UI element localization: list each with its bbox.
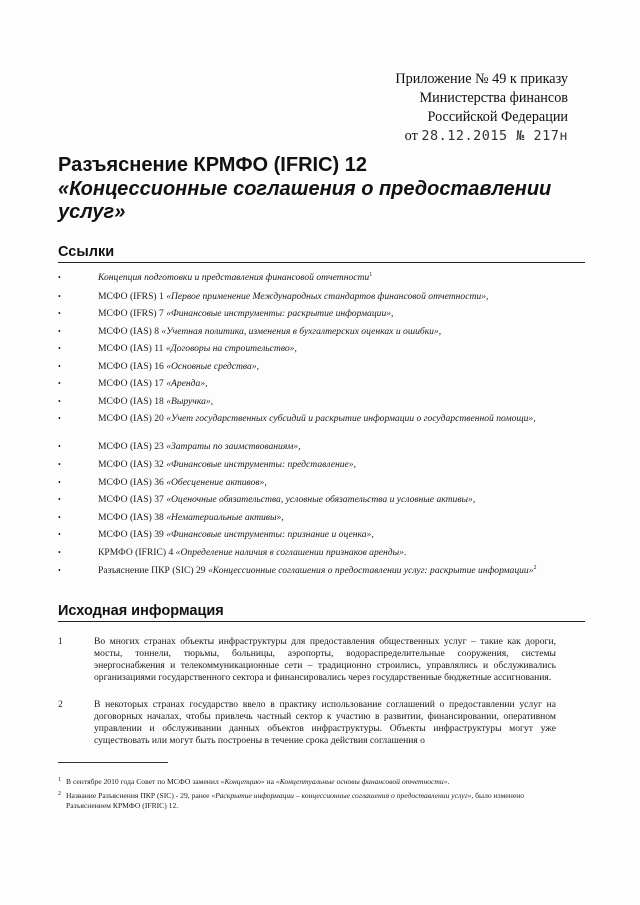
reference-text: МСФО (IAS) 11 «Договоры на строительство», [98, 343, 297, 354]
bullet-icon: • [58, 362, 61, 371]
appendix-date-stamp: 28.12.2015 № 217н [421, 128, 568, 144]
bullet-icon: • [58, 327, 61, 336]
appendix-note [330, 70, 568, 146]
reference-text: Концепция подготовки и представления финансовой отчетности$^1$ [98, 272, 373, 283]
appendix-line-3: Российской Федерации [427, 109, 568, 125]
reference-text: МСФО (IAS) 23 «Затраты по заимствованиям», [98, 441, 301, 452]
paragraph-text: Во многих странах объекты инфраструктуры для предоставления общественных услуг – такие как дороги, мосты, тоннели, тюрьмы, больницы, аэропорты, водораспределительные сооружения, системы энергоснабжения и телекоммуникационные сети – традиционно строились, управлялись и обслуживались организациями государственного сектора и финансировались через государственные бюджетные ассигнования. [94, 636, 556, 683]
reference-text: КРМФО (IFRIC) 4 «Определение наличия в соглашении признаков аренды». [98, 547, 407, 558]
bullet-icon: • [58, 379, 61, 388]
document-title [58, 154, 588, 225]
bullet-icon: • [58, 513, 61, 522]
title-line-2: «Концессионные соглашения о предоставлении [58, 177, 552, 200]
bullet-icon: • [58, 530, 61, 539]
reference-text: МСФО (IFRS) 1 «Первое применение Международных стандартов финансовой отчетности», [98, 291, 489, 302]
bullet-icon: • [58, 273, 61, 282]
reference-text: МСФО (IAS) 17 «Аренда», [98, 378, 208, 389]
bullet-icon: • [58, 397, 61, 406]
appendix-line-4 [330, 127, 568, 146]
bullet-icon: • [58, 292, 61, 301]
paragraph-number: 2 [58, 699, 63, 710]
reference-text: МСФО (IAS) 36 «Обесценение активов», [98, 477, 267, 488]
bullet-icon: • [58, 548, 61, 557]
reference-text: Разъяснение ПКР (SIC) 29 «Концессионные соглашения о предоставлении услуг: раскрытие информации»$^2$ [98, 565, 537, 576]
reference-text: МСФО (IAS) 8 «Учетная политика, изменения в бухгалтерских оценках и ошибки», [98, 326, 442, 337]
paragraph-1 [58, 636, 558, 692]
reference-text: МСФО (IAS) 39 «Финансовые инструменты: признание и оценка», [98, 529, 374, 540]
reference-text: МСФО (IAS) 32 «Финансовые инструменты: представление», [98, 459, 356, 470]
footnote-number: 2 [58, 791, 61, 797]
footnote-marker: 2 [533, 565, 537, 571]
bullet-icon: • [58, 344, 61, 353]
paragraph-2 [58, 699, 558, 747]
reference-text: МСФО (IAS) 16 «Основные средства», [98, 361, 260, 372]
footnote-text: Название Разъяснения ПКР (SIC) - 29, ранее «Раскрытие информации – концессионные соглашения о предоставлении услуг», было изменено Разъяснением КРМФО (IFRIC) 12. [66, 791, 525, 810]
title-line-1: Разъяснение КРМФО (IFRIC) 12 [58, 154, 367, 176]
paragraph-number: 1 [58, 636, 63, 647]
background-heading: Исходная информация [58, 603, 585, 622]
paragraph-text: В некоторых странах государство ввело в практику использование соглашений о предоставлении услуг на договорных началах, чтобы привлечь частный сектор к участию в развитии, финансировании, оперативном управлении и обслуживании данных объектов инфраструктуры. Объекты инфраструктуры могут уже существовать или могут быть построены в течение срока действия соглашения о [94, 699, 556, 746]
reference-text: МСФО (IAS) 37 «Оценочные обязательства, условные обязательства и условные активы», [98, 494, 476, 505]
reference-text: МСФО (IAS) 38 «Нематериальные активы», [98, 512, 284, 523]
appendix-line-2: Министерства финансов [419, 90, 568, 106]
bullet-icon: • [58, 478, 61, 487]
reference-text: МСФО (IAS) 20 «Учет государственных субсидий и раскрытие информации о государственной помощи», [98, 413, 536, 424]
footnote-number: 1 [58, 777, 61, 783]
reference-text: МСФО (IFRS) 7 «Финансовые инструменты: раскрытие информации», [98, 308, 394, 319]
bullet-icon: • [58, 566, 61, 575]
footnote-text: В сентябре 2010 года Совет по МСФО заменил «Концепцию» на «Концептуальные основы финансовой отчетности». [66, 777, 450, 786]
bullet-icon: • [58, 495, 61, 504]
title-line-3: услуг» [58, 201, 126, 223]
appendix-date-prefix: от [404, 128, 422, 144]
reference-text: МСФО (IAS) 18 «Выручка», [98, 396, 214, 407]
bullet-icon: • [58, 309, 61, 318]
appendix-line-1: Приложение № 49 к приказу [395, 71, 568, 87]
bullet-icon: • [58, 414, 61, 423]
bullet-icon: • [58, 442, 61, 451]
footnote-marker: 1 [369, 272, 373, 278]
bullet-icon: • [58, 460, 61, 469]
footnote-separator [58, 762, 168, 763]
references-heading: Ссылки [58, 244, 585, 263]
